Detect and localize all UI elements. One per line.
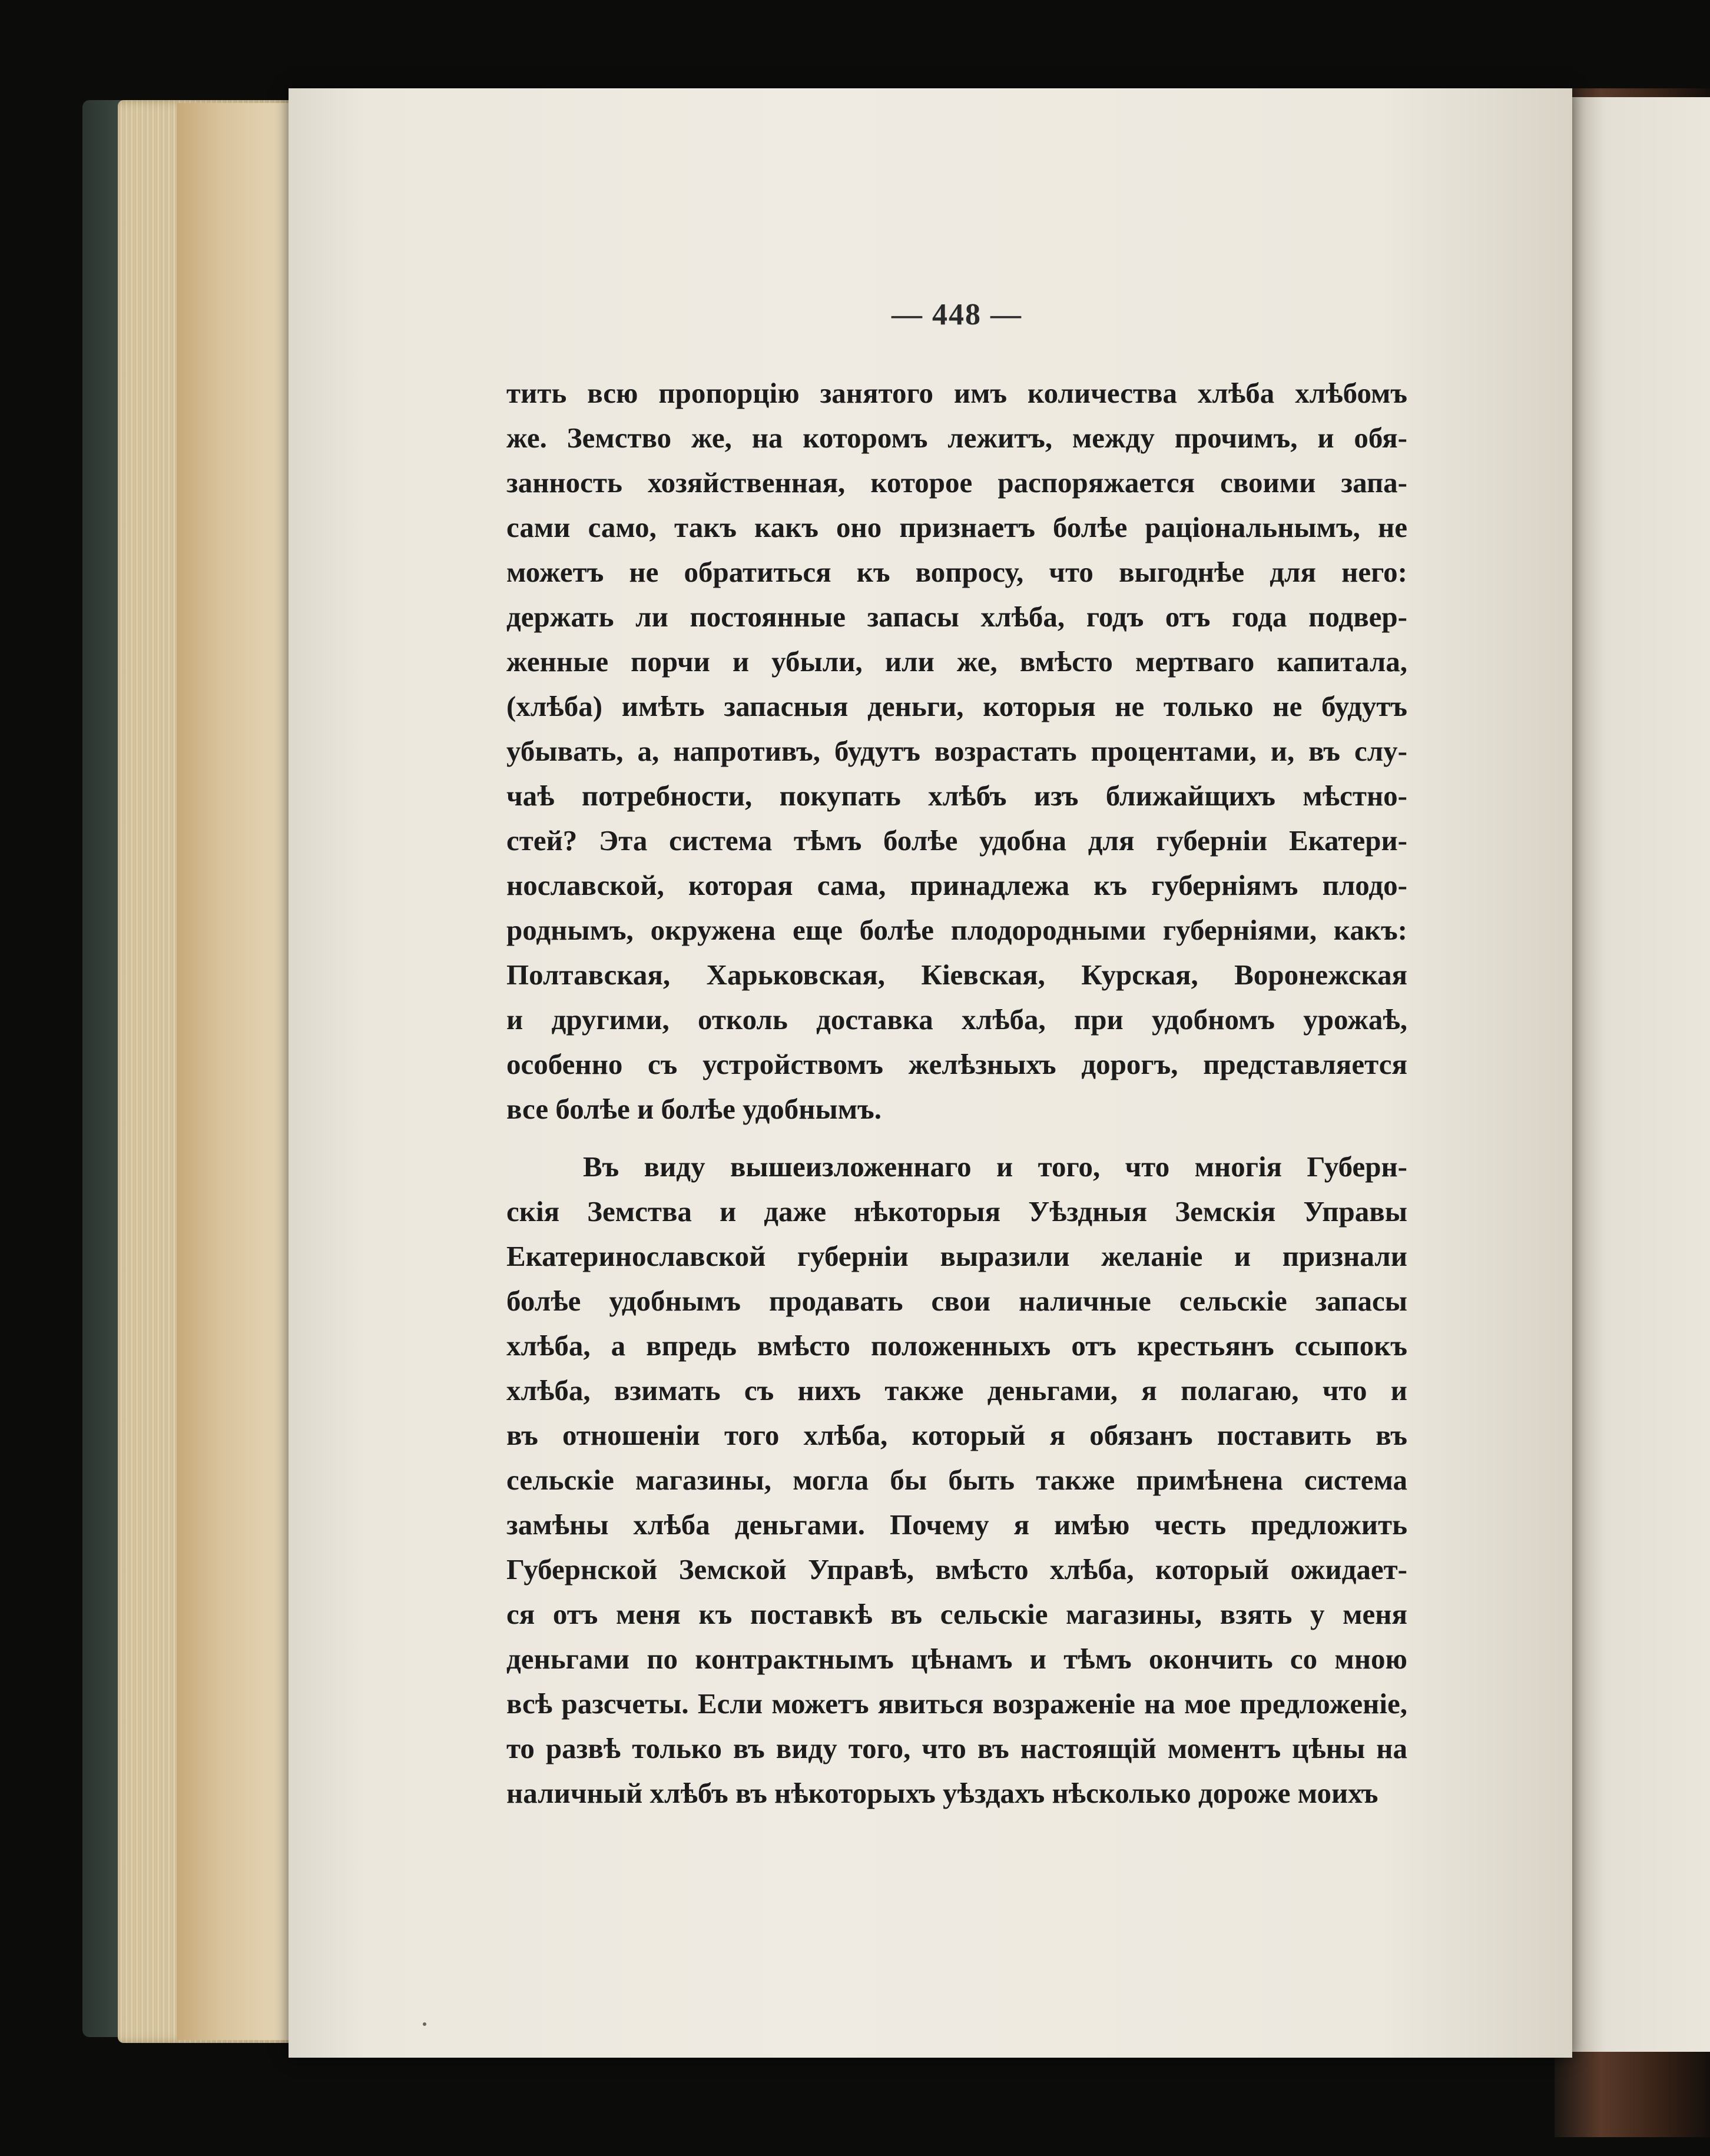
text-line: деньгами по контрактнымъ цѣнамъ и тѣмъ окончить со мною [506, 1643, 1407, 1675]
paragraph [506, 1145, 1407, 1816]
text-line: сами само, такъ какъ оно признаетъ болѣе раціональнымъ, не [506, 511, 1407, 543]
text-line: занность хозяйственная, которое распоряжается своими запа- [506, 466, 1407, 499]
text-line: всѣ разсчеты. Если можетъ явиться возраженіе на мое предложеніе, [506, 1687, 1407, 1720]
text-line: нославской, которая сама, принадлежа къ губерніямъ плодо- [506, 869, 1407, 901]
text-line: Губернской Земской Управѣ, вмѣсто хлѣба, который ожидает- [506, 1553, 1407, 1586]
text-line: хлѣба, а впредь вмѣсто положенныхъ отъ крестьянъ ссыпокъ [506, 1329, 1407, 1362]
text-line: Полтавская, Харьковская, Кіевская, Курская, Воронежская [506, 958, 1407, 991]
page-number: — 448 — [892, 298, 1022, 331]
text-line: болѣе удобнымъ продавать свои наличные сельскіе запасы [506, 1285, 1407, 1317]
text-line: и другими, отколь доставка хлѣба, при удобномъ урожаѣ, [506, 1003, 1407, 1036]
text-line: сельскіе магазины, могла бы быть также примѣнена система [506, 1464, 1407, 1496]
text-line: держать ли постоянные запасы хлѣба, годъ отъ года подвер- [506, 601, 1407, 633]
text-line: стей? Эта система тѣмъ болѣе удобна для губерніи Екатери- [506, 824, 1407, 857]
page-edges-inner [177, 103, 289, 2040]
text-line: же. Земство же, на которомъ лежитъ, между прочимъ, и обя- [506, 422, 1407, 454]
text-line: ся отъ меня къ поставкѣ въ сельскіе магазины, взять у меня [506, 1598, 1407, 1630]
body-text [506, 371, 1407, 1816]
text-line: чаѣ потребности, покупать хлѣбъ изъ ближайщихъ мѣстно- [506, 780, 1407, 812]
text-line: Въ виду вышеизложеннаго и того, что многія Губерн- [583, 1150, 1407, 1183]
facing-page [1571, 97, 1710, 2052]
text-line: въ отношеніи того хлѣба, который я обязанъ поставить въ [506, 1419, 1407, 1451]
text-line: замѣны хлѣба деньгами. Почему я имѣю честь предложить [506, 1508, 1407, 1541]
text-line: скія Земства и даже нѣкоторыя Уѣздныя Земскія Управы [506, 1195, 1407, 1228]
text-line: (хлѣба) имѣть запасныя деньги, которыя не только не будутъ [506, 690, 1407, 722]
paragraph-gap [506, 1132, 1407, 1145]
text-line: все болѣе и болѣе удобнымъ. [506, 1093, 881, 1125]
text-line: можетъ не обратиться къ вопросу, что выгоднѣе для него: [506, 556, 1407, 588]
text-line: женные порчи и убыли, или же, вмѣсто мертваго капитала, [506, 645, 1407, 678]
paragraph [506, 371, 1407, 1132]
text-line: то развѣ только въ виду того, что въ настоящій моментъ цѣны на [506, 1732, 1407, 1764]
text-line: роднымъ, окружена еще болѣе плодородными губерніями, какъ: [506, 914, 1407, 946]
text-line: Екатеринославской губерніи выразили желаніе и признали [506, 1240, 1407, 1272]
text-line: убывать, а, напротивъ, будутъ возрастать процентами, и, въ слу- [506, 735, 1407, 767]
paper-speck [423, 2022, 426, 2026]
text-line: тить всю пропорцію занятого имъ количества хлѣба хлѣбомъ [506, 377, 1407, 409]
text-line: наличный хлѣбъ въ нѣкоторыхъ уѣздахъ нѣсколько дороже моихъ [506, 1777, 1378, 1809]
text-line: особенно съ устройствомъ желѣзныхъ дорогъ, представляется [506, 1048, 1407, 1080]
text-line: хлѣба, взимать съ нихъ также деньгами, я полагаю, что и [506, 1374, 1407, 1407]
